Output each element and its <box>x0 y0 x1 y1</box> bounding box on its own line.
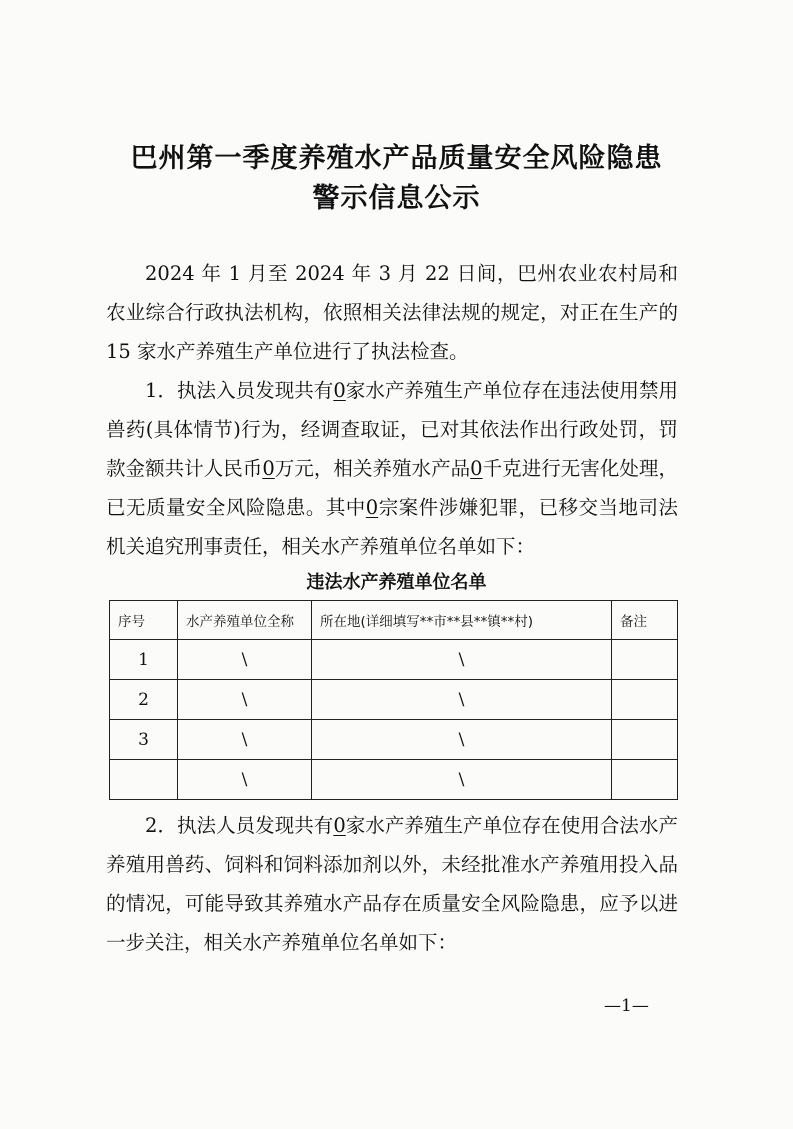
section2-paragraph <box>106 806 678 962</box>
header-serial: 序号 <box>110 601 178 640</box>
document-title-line2: 警示信息公示 <box>312 183 481 214</box>
cell-serial: 2 <box>110 680 178 720</box>
section2-text-a: 2．执法人员发现共有 <box>145 814 334 837</box>
cell-serial <box>110 760 178 800</box>
section1-text-e: 宗案件涉嫌犯罪，已移交当地司法机关追究刑事责任，相关水产养殖单位名单如下： <box>106 496 678 558</box>
cell-unit-name: \ <box>178 720 312 760</box>
table-caption: 违法水产养殖单位名单 <box>306 572 487 593</box>
section1-product-kg: 0 <box>470 457 483 480</box>
cell-location: \ <box>312 720 612 760</box>
header-unit-name: 水产养殖单位全称 <box>178 601 312 640</box>
header-location: 所在地(详细填写**市**县**镇**村) <box>312 601 612 640</box>
cell-location: \ <box>312 760 612 800</box>
table-row <box>110 640 678 680</box>
section2-text-b: 家水产养殖生产单位存在使用合法水产养殖用兽药、饲料和饲料添加剂以外，未经批准水产养殖用投入品的情况，可能导致其养殖水产品存在质量安全风险隐患，应予以进一步关注，相关水产养殖单位名单如下： <box>106 814 678 954</box>
cell-remarks <box>612 760 678 800</box>
cell-serial: 1 <box>110 640 178 680</box>
section1-text-d: 千克进行无害化处理，已无质量安全风险隐患。其中 <box>106 457 678 519</box>
section1-count-units: 0 <box>333 379 346 402</box>
section1-criminal-cases: 0 <box>365 496 379 519</box>
table-row <box>110 760 678 800</box>
section1-text-b: 家水产养殖生产单位存在违法使用禁用兽药(具体情节)行为，经调查取证，已对其依法作出行政处罚，罚款金额共计人民币 <box>106 379 678 480</box>
page-number: —1— <box>604 996 649 1016</box>
cell-location: \ <box>312 680 612 720</box>
section1-paragraph <box>106 371 678 566</box>
section2-count-units: 0 <box>333 814 346 837</box>
section1-text-a: 1．执法入员发现共有 <box>145 379 334 402</box>
cell-unit-name: \ <box>178 760 312 800</box>
cell-remarks <box>612 720 678 760</box>
table-row <box>110 720 678 760</box>
cell-unit-name: \ <box>178 640 312 680</box>
cell-unit-name: \ <box>178 680 312 720</box>
intro-paragraph: 2024 年 1 月至 2024 年 3 月 22 日间，巴州农业农村局和农业综合行政执法机构，依照相关法律法规的规定，对正在生产的 15 家水产养殖生产单位进行了执法检查。 <box>106 262 678 363</box>
section1-text-c: 万元，相关养殖水产品 <box>274 457 471 480</box>
section1-fine-amount: 0 <box>262 457 275 480</box>
cell-remarks <box>612 680 678 720</box>
cell-serial: 3 <box>110 720 178 760</box>
cell-location: \ <box>312 640 612 680</box>
document-title-line1: 巴州第一季度养殖水产品质量安全风险隐患 <box>130 143 663 174</box>
violators-table <box>109 600 678 800</box>
cell-remarks <box>612 640 678 680</box>
table-header-row <box>110 601 678 640</box>
header-remarks: 备注 <box>612 601 678 640</box>
table-row <box>110 680 678 720</box>
